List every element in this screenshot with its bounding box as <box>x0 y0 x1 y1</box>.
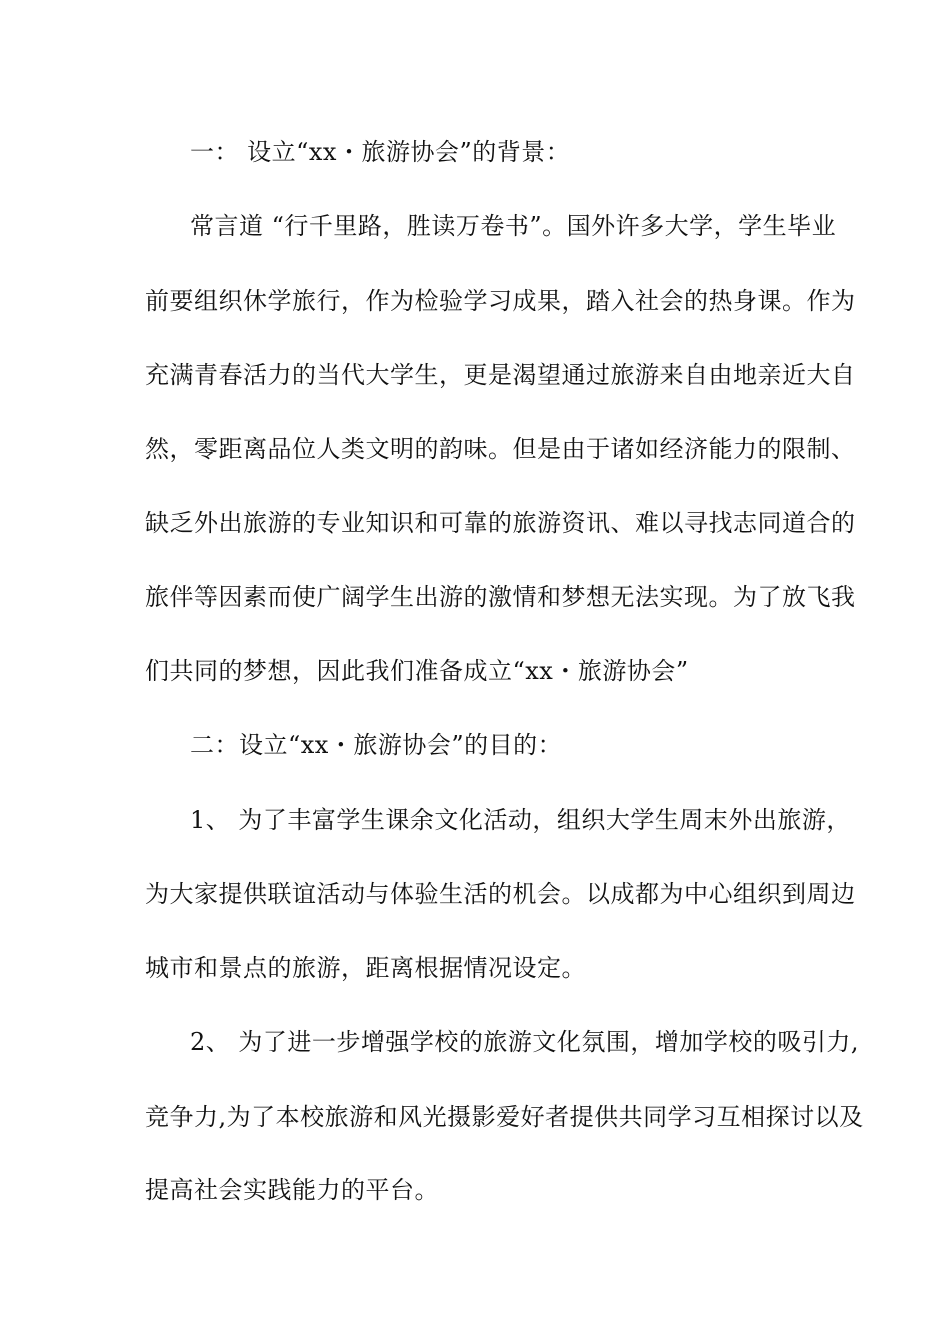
list-item-1-line: 城市和景点的旅游，距离根据情况设定。 <box>145 954 586 982</box>
paragraph-line: 旅伴等因素而使广阔学生出游的激情和梦想无法实现。为了放飞我 <box>145 583 856 611</box>
list-item-2-line: 竞争力,为了本校旅游和风光摄影爱好者提供共同学习互相探讨以及 <box>145 1103 864 1131</box>
paragraph-line: 常言道 “行千里路，胜读万卷书”。国外许多大学，学生毕业 <box>190 212 837 240</box>
list-item-1-line: 1、 为了丰富学生课余文化活动，组织大学生周末外出旅游， <box>190 806 851 834</box>
list-item-1-line: 为大家提供联谊活动与体验生活的机会。以成都为中心组织到周边 <box>145 880 856 908</box>
paragraph-line: 们共同的梦想，因此我们准备成立“xx・旅游协会” <box>145 657 689 685</box>
list-item-2-line: 提高社会实践能力的平台。 <box>145 1176 439 1204</box>
section-heading-background: 一： 设立“xx・旅游协会”的背景： <box>190 138 571 166</box>
list-item-2-line: 2、 为了进一步增强学校的旅游文化氛围，增加学校的吸引力, <box>190 1028 860 1056</box>
paragraph-line: 然，零距离品位人类文明的韵味。但是由于诸如经济能力的限制、 <box>145 435 856 463</box>
paragraph-line: 充满青春活力的当代大学生，更是渴望通过旅游来自由地亲近大自 <box>145 361 856 389</box>
paragraph-line: 缺乏外出旅游的专业知识和可靠的旅游资讯、难以寻找志同道合的 <box>145 509 856 537</box>
paragraph-line: 前要组织休学旅行，作为检验学习成果，踏入社会的热身课。作为 <box>145 287 856 315</box>
section-heading-purpose: 二：设立“xx・旅游协会”的目的： <box>190 731 563 759</box>
